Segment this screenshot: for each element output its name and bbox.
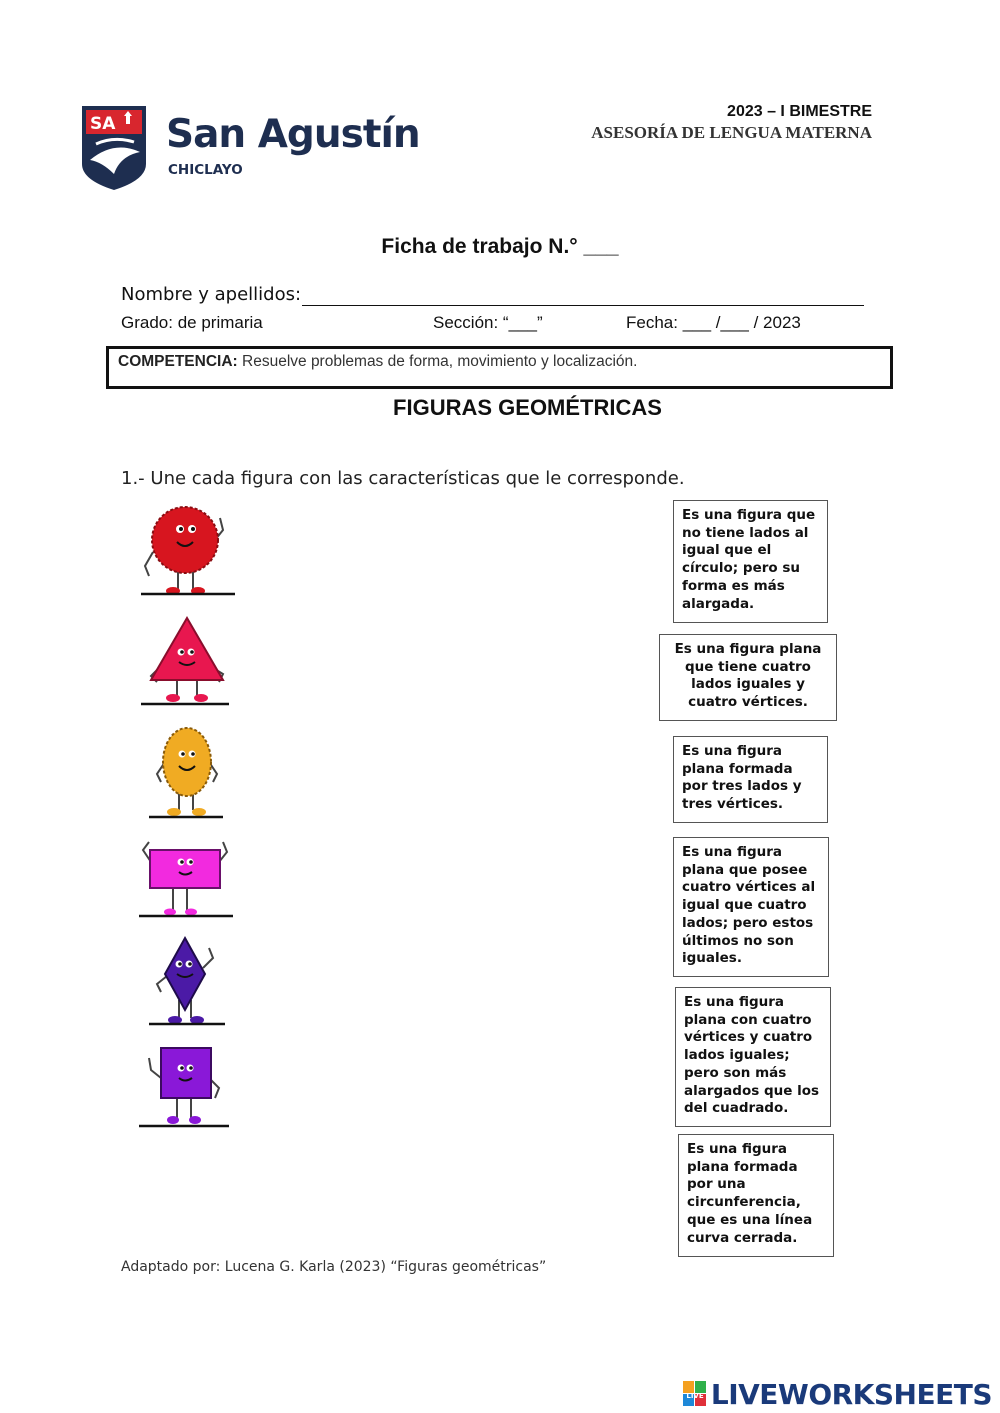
- description-card[interactable]: Es una figura que no tiene lados al igual que el círculo; pero su forma es más alargada.: [673, 500, 828, 623]
- rhombus-figure[interactable]: [135, 934, 245, 1029]
- liveworksheets-icon: [683, 1381, 707, 1407]
- description-card[interactable]: Es una figura plana que posee cuatro vértices al igual que cuatro lados; pero estos últimos no son iguales.: [673, 837, 829, 977]
- competency-text: [118, 353, 637, 371]
- liveworksheets-brand: LIVEWORKSHEETS: [710, 1377, 992, 1411]
- date-field: Fecha: ___ /___ / 2023: [626, 313, 801, 332]
- liveworksheets-logo[interactable]: [683, 1378, 992, 1410]
- description-card[interactable]: Es una figura plana formada por una circunferencia, que es una línea curva cerrada.: [678, 1134, 834, 1257]
- description-card[interactable]: Es una figura plana formada por tres lados y tres vértices.: [673, 736, 828, 823]
- competency-description: Resuelve problemas de forma, movimiento y localización.: [242, 353, 638, 370]
- main-title: FIGURAS GEOMÉTRICAS: [393, 395, 662, 420]
- description-card[interactable]: Es una figura plana que tiene cuatro lados iguales y cuatro vértices.: [659, 634, 837, 721]
- competency-label: COMPETENCIA:: [118, 353, 238, 370]
- rectangle-figure[interactable]: [135, 832, 245, 922]
- circle-figure[interactable]: [135, 500, 245, 600]
- course-title: ASESORÍA DE LENGUA MATERNA: [591, 123, 872, 142]
- liveworksheets-icon-text: LIVE: [686, 1392, 704, 1400]
- instruction: 1.- Une cada figura con las características que le corresponde.: [121, 468, 685, 489]
- year-term: 2023 – I BIMESTRE: [727, 103, 872, 120]
- sheet-title: Ficha de trabajo N.° ___: [381, 235, 619, 258]
- grade-field: Grado: de primaria: [121, 313, 263, 332]
- logo-badge-text: SA: [90, 114, 116, 134]
- description-card[interactable]: Es una figura plana con cuatro vértices y cuatro lados iguales; pero son más alargados que los del cuadrado.: [675, 987, 831, 1127]
- square-figure[interactable]: [135, 1040, 245, 1135]
- oval-figure[interactable]: [135, 722, 245, 822]
- triangle-figure[interactable]: [135, 610, 245, 710]
- name-input-line[interactable]: [302, 305, 864, 306]
- section-field: Sección: “___”: [433, 313, 543, 332]
- school-city: CHICLAYO: [168, 162, 243, 178]
- credit-text: Adaptado por: Lucena G. Karla (2023) “Figuras geométricas”: [121, 1259, 547, 1275]
- school-name: San Agustín: [166, 112, 420, 157]
- name-label: Nombre y apellidos:: [121, 284, 302, 305]
